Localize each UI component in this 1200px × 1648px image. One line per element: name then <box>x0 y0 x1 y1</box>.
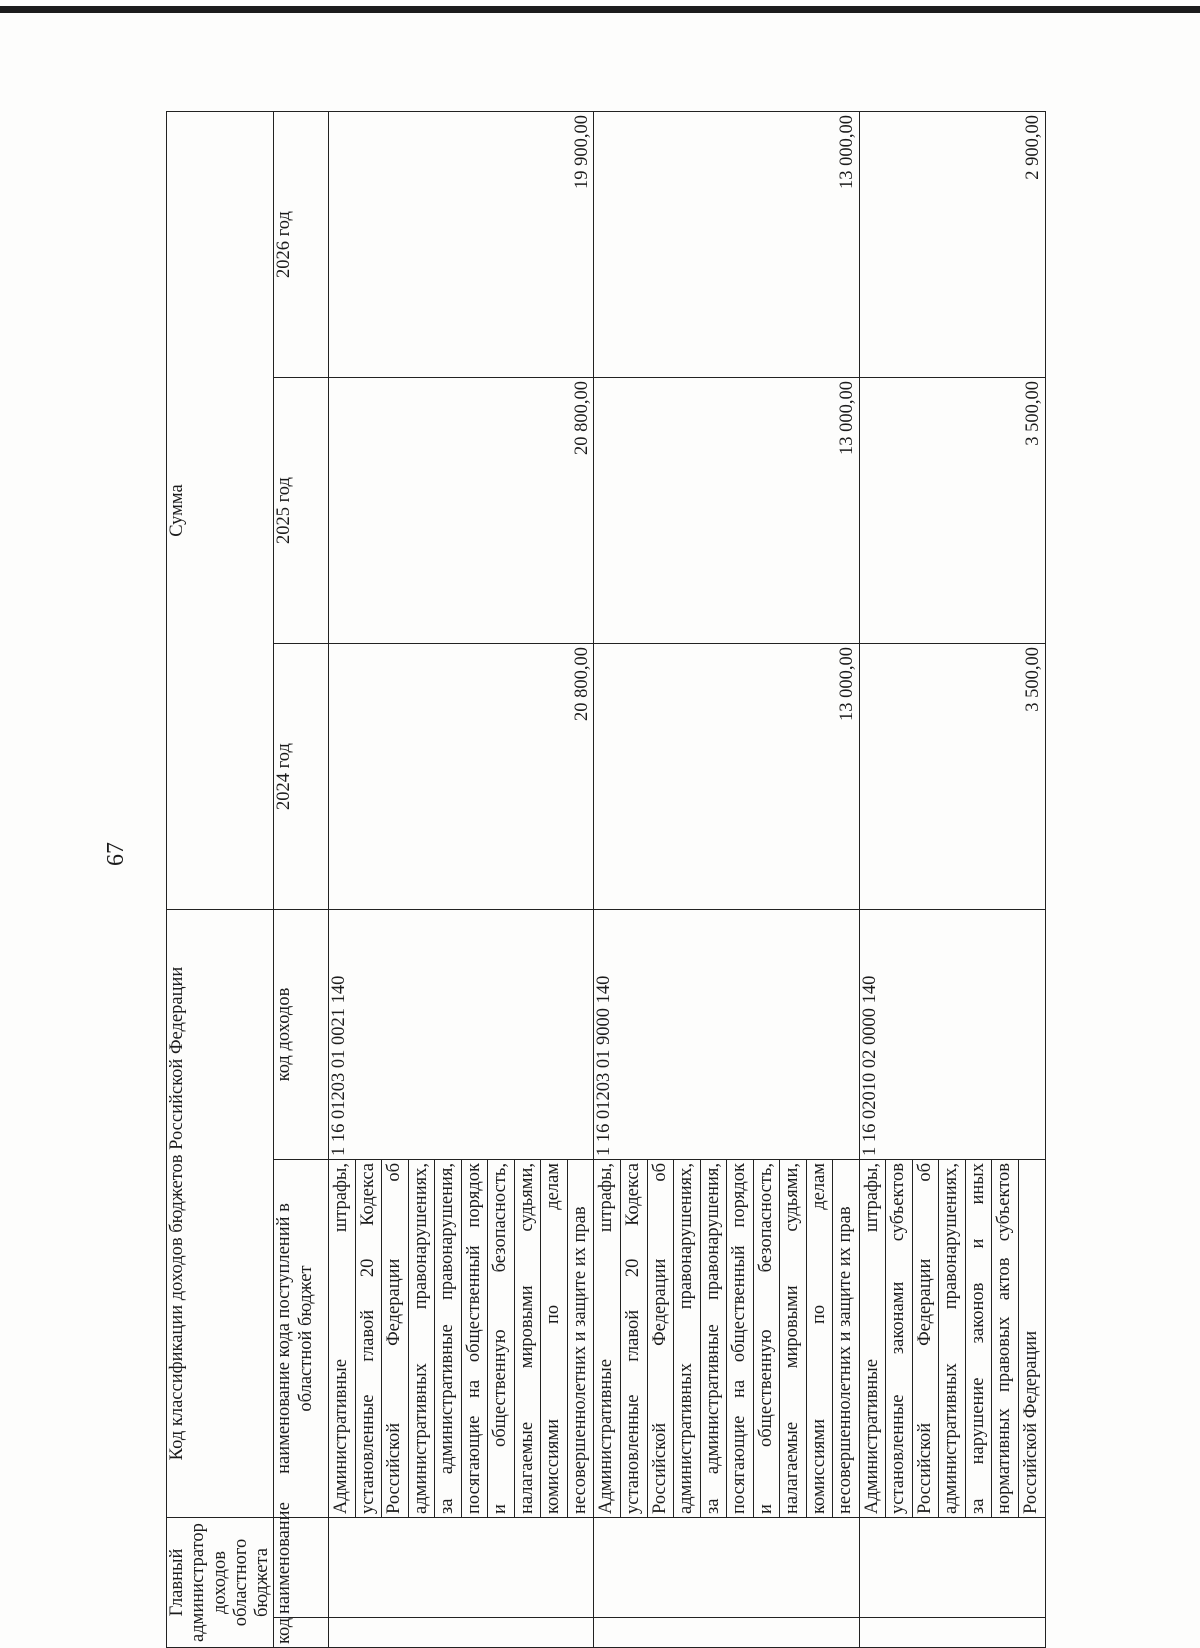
revenue-name-line: посягающие на общественный порядок <box>727 1160 754 1517</box>
revenue-name-line: Российской Федерации <box>1020 1330 1041 1514</box>
revenue-code-header: код доходов <box>274 910 329 1160</box>
revenue-table <box>166 111 1046 1648</box>
amount-2025-cell: 20 800,00 <box>329 378 594 644</box>
revenue-name-line: административных правонарушениях, <box>939 1160 966 1517</box>
revenue-name-line: за нарушение законов и иных <box>966 1160 993 1517</box>
revenue-name-line: установленные главой 20 Кодекса <box>356 1160 383 1517</box>
year-2026-header: 2026 год <box>274 112 329 378</box>
amount-2026-cell: 2 900,00 <box>859 112 1045 378</box>
classification-group-header: Код классификации доходов бюджетов Российской Федерации <box>167 910 274 1518</box>
top-rule <box>0 6 1200 13</box>
table-body <box>329 112 1045 1648</box>
table-row <box>329 112 594 1648</box>
admin-name-cell <box>594 1518 859 1618</box>
revenue-name-cell <box>594 1160 859 1518</box>
amount-2024-cell: 13 000,00 <box>594 644 859 910</box>
admin-code-cell <box>329 1618 594 1648</box>
revenue-name-line: Российской Федерации об <box>913 1160 940 1517</box>
admin-name-cell <box>859 1518 1045 1618</box>
revenue-name-line: административных правонарушениях, <box>674 1160 701 1517</box>
revenue-name-line: Административные штрафы, <box>594 1160 621 1517</box>
revenue-code-cell: 1 16 01203 01 9000 140 <box>594 910 859 1160</box>
table-row <box>594 112 859 1648</box>
admin-name-cell <box>329 1518 594 1618</box>
year-2025-header: 2025 год <box>274 378 329 644</box>
revenue-name-line: установленные законами субъектов <box>886 1160 913 1517</box>
admin-code-cell <box>859 1618 1045 1648</box>
admin-group-header: Главный администратор доходов областного бюджета <box>167 1518 274 1648</box>
revenue-name-line: и общественную безопасность, <box>488 1160 515 1517</box>
revenue-name-line: Административные штрафы, <box>329 1160 356 1517</box>
revenue-code-cell: 1 16 01203 01 0021 140 <box>329 910 594 1160</box>
amount-2026-cell: 13 000,00 <box>594 112 859 378</box>
revenue-name-line: за административные правонарушения, <box>701 1160 728 1517</box>
revenue-name-line: комиссиями по делам <box>541 1160 568 1517</box>
sum-group-header: Сумма <box>167 112 274 910</box>
revenue-code-cell: 1 16 02010 02 0000 140 <box>859 910 1045 1160</box>
revenue-name-line: нормативных правовых актов субъектов <box>992 1160 1019 1517</box>
revenue-name-line: Административные штрафы, <box>860 1160 887 1517</box>
admin-code-header: код <box>274 1618 329 1648</box>
revenue-name-line: комиссиями по делам <box>807 1160 834 1517</box>
amount-2025-cell: 13 000,00 <box>594 378 859 644</box>
revenue-name-line: налагаемые мировыми судьями, <box>515 1160 542 1517</box>
year-2024-header: 2024 год <box>274 644 329 910</box>
table-row <box>859 112 1045 1648</box>
amount-2025-cell: 3 500,00 <box>859 378 1045 644</box>
revenue-name-line: несовершеннолетних и защите их прав <box>569 1206 590 1514</box>
revenue-name-line: Российской Федерации об <box>648 1160 675 1517</box>
revenue-name-line: посягающие на общественный порядок <box>462 1160 489 1517</box>
amount-2024-cell: 3 500,00 <box>859 644 1045 910</box>
revenue-name-line: установленные главой 20 Кодекса <box>621 1160 648 1517</box>
admin-name-header: наименование <box>274 1518 329 1618</box>
revenue-name-cell <box>859 1160 1045 1518</box>
revenue-name-line: административных правонарушениях, <box>409 1160 436 1517</box>
revenue-name-header: наименование кода поступлений в областной бюджет <box>274 1160 329 1518</box>
revenue-name-line: за административные правонарушения, <box>435 1160 462 1517</box>
admin-code-cell <box>594 1618 859 1648</box>
revenue-name-line: Российской Федерации об <box>382 1160 409 1517</box>
rotated-table-container <box>166 112 1044 1648</box>
revenue-name-line: несовершеннолетних и защите их прав <box>835 1206 856 1514</box>
amount-2026-cell: 19 900,00 <box>329 112 594 378</box>
revenue-name-line: и общественную безопасность, <box>754 1160 781 1517</box>
page-number: 67 <box>103 842 129 866</box>
amount-2024-cell: 20 800,00 <box>329 644 594 910</box>
revenue-name-cell <box>329 1160 594 1518</box>
revenue-name-line: налагаемые мировыми судьями, <box>780 1160 807 1517</box>
